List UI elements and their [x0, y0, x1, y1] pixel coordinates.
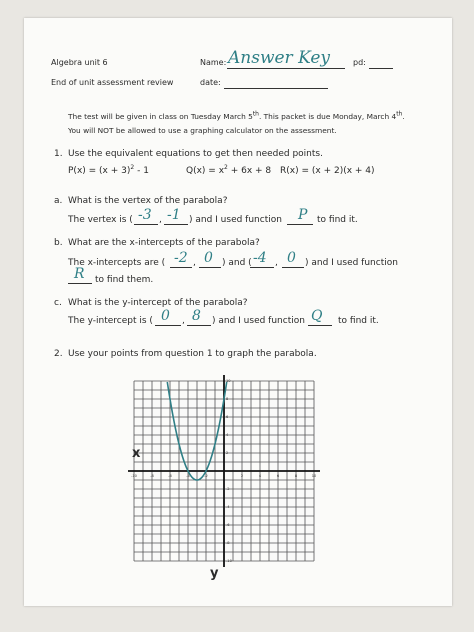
qb-blank-2x [250, 267, 274, 268]
equation-p: $P(x) = (x + 3)^2 - 1$ [68, 164, 149, 176]
qa-answer-function: P [298, 207, 308, 223]
qc-blank-function [308, 325, 332, 326]
qc-sentence-mid: ) and I used function [212, 316, 305, 326]
qb-answer-2x: -4 [253, 250, 267, 266]
x-tick-label: -4 [186, 474, 190, 478]
qb-comma-1: , [193, 258, 196, 268]
qa-sentence-start: The vertex is ( [68, 215, 133, 225]
q1-prompt: Use the equivalent equations to get then needed points. [68, 149, 323, 159]
qb-answer-2y: 0 [287, 250, 296, 266]
q1-number: 1. [54, 149, 63, 159]
name-label: Name: [200, 58, 227, 67]
qa-label: a. [54, 196, 63, 206]
x-tick-label: 6 [276, 474, 280, 478]
x-tick-label: 8 [294, 474, 298, 478]
qb-sentence-mid: ) and I used function [305, 258, 398, 268]
q2-number: 2. [54, 349, 63, 359]
qb-blank-1y [199, 267, 221, 268]
qc-prompt: What is the y-intercept of the parabola? [68, 298, 248, 308]
qc-answer-x: 0 [161, 308, 170, 324]
date-underline [224, 88, 328, 89]
x-tick-label: 4 [258, 474, 262, 478]
q2-prompt: Use your points from question 1 to graph the parabola. [68, 349, 317, 359]
pd-label: pd: [353, 58, 366, 67]
qc-label: c. [54, 298, 62, 308]
qa-blank-x [134, 224, 158, 225]
worksheet-page [24, 18, 452, 606]
name-value: Answer Key [228, 48, 330, 68]
qa-answer-x: -3 [138, 207, 152, 223]
qa-prompt: What is the vertex of the parabola? [68, 196, 228, 206]
qb-comma-2: , [275, 258, 278, 268]
qa-comma: , [159, 215, 162, 225]
axes [128, 375, 320, 567]
qa-sentence-end: to find it. [317, 215, 358, 225]
y-tick-label: -6 [226, 523, 230, 528]
qc-blank-y [187, 325, 211, 326]
date-label: date: [200, 78, 221, 87]
y-tick-label: 4 [226, 433, 229, 438]
intro-line-2: You will NOT be allowed to use a graphing calculator on the assessment. [68, 126, 337, 135]
qb-answer-1x: -2 [174, 250, 188, 266]
y-tick-label: 6 [226, 415, 229, 420]
x-tick-label: 2 [240, 474, 244, 478]
qc-sentence-start: The y-intercept is ( [68, 316, 153, 326]
qc-blank-x [155, 325, 181, 326]
x-tick-label: -6 [168, 474, 172, 478]
x-axis-label: x [132, 446, 141, 461]
intro-line-1: The test will be given in class on Tuesday March 5th. This packet is due Monday, March 4th. [68, 110, 405, 121]
x-tick-label: -2 [204, 474, 208, 478]
qc-answer-function: Q [311, 308, 323, 324]
qc-answer-y: 8 [192, 308, 201, 324]
equation-r: R(x) = (x + 2)(x + 4) [280, 166, 375, 176]
pd-underline [369, 68, 393, 69]
y-tick-label: 10 [226, 379, 231, 384]
y-tick-label: -10 [226, 559, 232, 564]
qb-answer-1y: 0 [204, 250, 213, 266]
qc-comma: , [182, 316, 185, 326]
qb-sentence-end: to find them. [95, 275, 154, 285]
qb-blank-function [68, 283, 92, 284]
qb-sentence-start: The x-intercepts are ( [68, 258, 166, 268]
name-underline [227, 68, 345, 69]
x-tick-label: -8 [150, 474, 154, 478]
x-tick-label: -10 [131, 474, 137, 478]
worksheet-subtitle: End of unit assessment review [51, 78, 174, 87]
qa-answer-y: -1 [167, 207, 181, 223]
qb-answer-function: R [74, 266, 85, 282]
y-tick-label: -4 [226, 505, 230, 510]
y-tick-label: 2 [226, 451, 229, 456]
y-tick-label: -2 [226, 487, 230, 492]
qb-blank-1x [170, 267, 192, 268]
course-title: Algebra unit 6 [51, 58, 108, 67]
qa-blank-y [164, 224, 188, 225]
x-tick-label: 10 [311, 474, 317, 478]
coordinate-grid [120, 373, 330, 573]
qa-sentence-mid: ) and I used function [189, 215, 282, 225]
qc-sentence-end: to find it. [338, 316, 379, 326]
equation-q: $Q(x) = x^2 + 6x + 8$ [186, 164, 272, 176]
qa-blank-function [287, 224, 313, 225]
qb-prompt: What are the x-intercepts of the parabola? [68, 238, 260, 248]
qb-blank-2y [282, 267, 304, 268]
qb-and: ) and ( [222, 258, 252, 268]
y-axis-label: y [210, 566, 219, 581]
y-tick-label: -8 [226, 541, 230, 546]
y-tick-label: 8 [226, 397, 229, 402]
qb-label: b. [54, 238, 63, 248]
